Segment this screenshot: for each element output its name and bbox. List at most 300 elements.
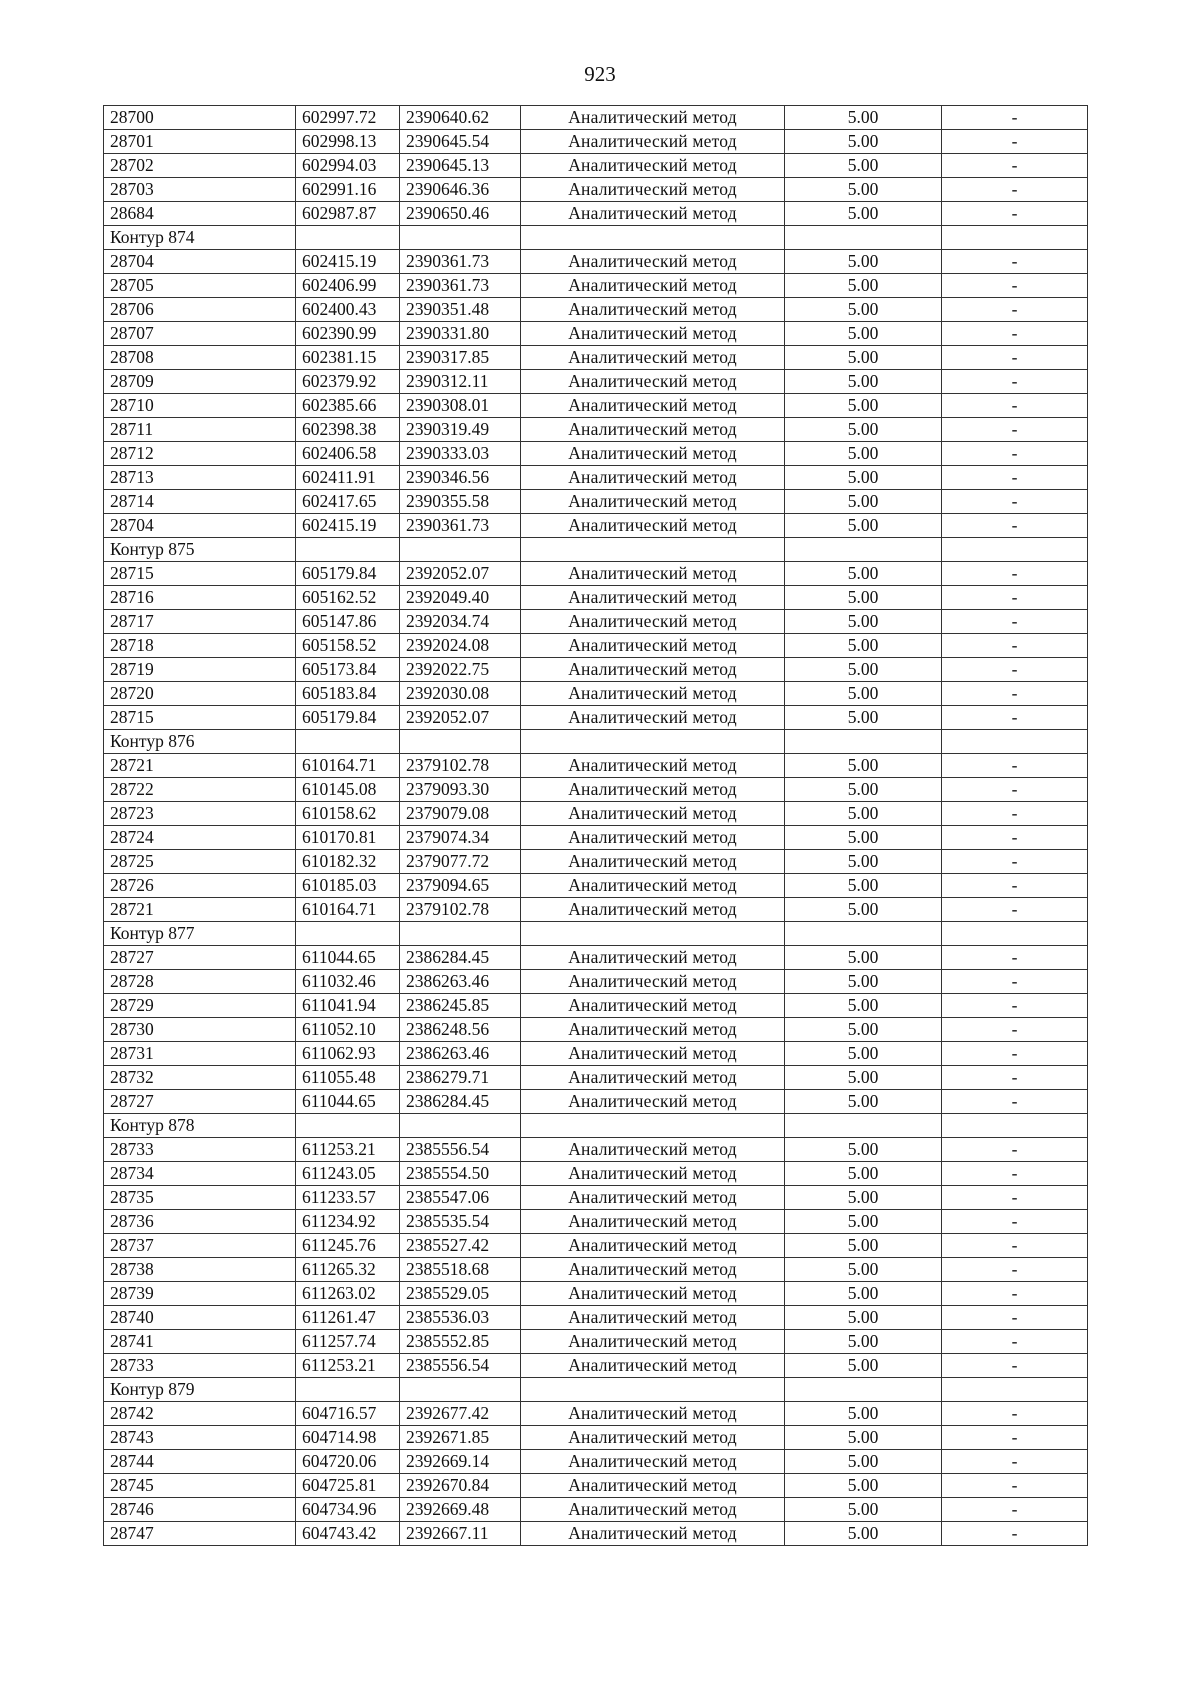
coordinate-x: 611263.02: [296, 1282, 400, 1306]
accuracy-cell: 5.00: [785, 826, 942, 850]
method-cell: Аналитический метод: [521, 634, 785, 658]
dash-cell: -: [942, 562, 1088, 586]
table-row: [104, 370, 1088, 394]
empty-cell: [942, 730, 1088, 754]
method-cell: Аналитический метод: [521, 826, 785, 850]
accuracy-cell: 5.00: [785, 898, 942, 922]
point-id: 28713: [104, 466, 296, 490]
method-cell: Аналитический метод: [521, 850, 785, 874]
point-id: 28719: [104, 658, 296, 682]
dash-cell: -: [942, 658, 1088, 682]
method-cell: Аналитический метод: [521, 1474, 785, 1498]
method-cell: Аналитический метод: [521, 1066, 785, 1090]
coordinate-y: 2385547.06: [400, 1186, 521, 1210]
coordinate-x: 610185.03: [296, 874, 400, 898]
method-cell: Аналитический метод: [521, 1402, 785, 1426]
coordinate-x: 602398.38: [296, 418, 400, 442]
table-row: [104, 1162, 1088, 1186]
point-id: 28723: [104, 802, 296, 826]
empty-cell: [785, 730, 942, 754]
contour-label: Контур 877: [104, 922, 296, 946]
coordinate-y: 2392669.14: [400, 1450, 521, 1474]
dash-cell: -: [942, 178, 1088, 202]
coordinate-y: 2386245.85: [400, 994, 521, 1018]
accuracy-cell: 5.00: [785, 1018, 942, 1042]
point-id: 28740: [104, 1306, 296, 1330]
point-id: 28741: [104, 1330, 296, 1354]
accuracy-cell: 5.00: [785, 130, 942, 154]
point-id: 28718: [104, 634, 296, 658]
accuracy-cell: 5.00: [785, 1258, 942, 1282]
point-id: 28725: [104, 850, 296, 874]
empty-cell: [400, 1114, 521, 1138]
table-row: [104, 130, 1088, 154]
table-row: [104, 1402, 1088, 1426]
method-cell: Аналитический метод: [521, 1162, 785, 1186]
table-row: [104, 178, 1088, 202]
table-row: [104, 1426, 1088, 1450]
accuracy-cell: 5.00: [785, 514, 942, 538]
table-row: [104, 346, 1088, 370]
coordinate-x: 605179.84: [296, 706, 400, 730]
method-cell: Аналитический метод: [521, 994, 785, 1018]
method-cell: Аналитический метод: [521, 970, 785, 994]
contour-header-row: [104, 730, 1088, 754]
table-row: [104, 418, 1088, 442]
point-id: 28743: [104, 1426, 296, 1450]
table-row: [104, 394, 1088, 418]
dash-cell: -: [942, 610, 1088, 634]
method-cell: Аналитический метод: [521, 1354, 785, 1378]
coordinate-y: 2379093.30: [400, 778, 521, 802]
accuracy-cell: 5.00: [785, 682, 942, 706]
point-id: 28711: [104, 418, 296, 442]
point-id: 28724: [104, 826, 296, 850]
table-row: [104, 154, 1088, 178]
point-id: 28742: [104, 1402, 296, 1426]
point-id: 28746: [104, 1498, 296, 1522]
table-row: [104, 1354, 1088, 1378]
coordinate-x: 604720.06: [296, 1450, 400, 1474]
method-cell: Аналитический метод: [521, 802, 785, 826]
coordinate-x: 610158.62: [296, 802, 400, 826]
table-row: [104, 1474, 1088, 1498]
coordinate-x: 605173.84: [296, 658, 400, 682]
accuracy-cell: 5.00: [785, 178, 942, 202]
table-row: [104, 682, 1088, 706]
dash-cell: -: [942, 1330, 1088, 1354]
coordinate-y: 2390361.73: [400, 250, 521, 274]
table-row: [104, 1066, 1088, 1090]
coordinate-x: 602385.66: [296, 394, 400, 418]
accuracy-cell: 5.00: [785, 1138, 942, 1162]
coordinate-y: 2392677.42: [400, 1402, 521, 1426]
coordinate-x: 602379.92: [296, 370, 400, 394]
dash-cell: -: [942, 322, 1088, 346]
method-cell: Аналитический метод: [521, 682, 785, 706]
dash-cell: -: [942, 898, 1088, 922]
dash-cell: -: [942, 346, 1088, 370]
table-row: [104, 442, 1088, 466]
coordinate-x: 611062.93: [296, 1042, 400, 1066]
empty-cell: [785, 1114, 942, 1138]
coordinate-y: 2386284.45: [400, 946, 521, 970]
table-row: [104, 874, 1088, 898]
point-id: 28684: [104, 202, 296, 226]
coordinate-y: 2385527.42: [400, 1234, 521, 1258]
accuracy-cell: 5.00: [785, 274, 942, 298]
table-row: [104, 586, 1088, 610]
table-row: [104, 298, 1088, 322]
dash-cell: -: [942, 586, 1088, 610]
coordinate-y: 2390308.01: [400, 394, 521, 418]
point-id: 28738: [104, 1258, 296, 1282]
coordinate-y: 2385535.54: [400, 1210, 521, 1234]
accuracy-cell: 5.00: [785, 1522, 942, 1546]
coordinate-y: 2379074.34: [400, 826, 521, 850]
accuracy-cell: 5.00: [785, 1186, 942, 1210]
coordinate-x: 602997.72: [296, 106, 400, 130]
empty-cell: [942, 1114, 1088, 1138]
coordinate-y: 2390355.58: [400, 490, 521, 514]
accuracy-cell: 5.00: [785, 442, 942, 466]
accuracy-cell: 5.00: [785, 250, 942, 274]
dash-cell: -: [942, 1234, 1088, 1258]
accuracy-cell: 5.00: [785, 1042, 942, 1066]
coordinate-y: 2385529.05: [400, 1282, 521, 1306]
method-cell: Аналитический метод: [521, 1498, 785, 1522]
coordinate-x: 610164.71: [296, 898, 400, 922]
point-id: 28737: [104, 1234, 296, 1258]
point-id: 28734: [104, 1162, 296, 1186]
contour-label: Контур 875: [104, 538, 296, 562]
method-cell: Аналитический метод: [521, 754, 785, 778]
empty-cell: [942, 922, 1088, 946]
coordinate-y: 2386263.46: [400, 1042, 521, 1066]
dash-cell: -: [942, 1138, 1088, 1162]
point-id: 28729: [104, 994, 296, 1018]
point-id: 28721: [104, 898, 296, 922]
contour-header-row: [104, 538, 1088, 562]
dash-cell: -: [942, 274, 1088, 298]
table-row: [104, 514, 1088, 538]
coordinate-y: 2390646.36: [400, 178, 521, 202]
method-cell: Аналитический метод: [521, 1018, 785, 1042]
accuracy-cell: 5.00: [785, 706, 942, 730]
coordinate-y: 2390333.03: [400, 442, 521, 466]
coordinate-y: 2390640.62: [400, 106, 521, 130]
method-cell: Аналитический метод: [521, 1522, 785, 1546]
point-id: 28715: [104, 562, 296, 586]
accuracy-cell: 5.00: [785, 106, 942, 130]
point-id: 28739: [104, 1282, 296, 1306]
point-id: 28722: [104, 778, 296, 802]
dash-cell: -: [942, 1426, 1088, 1450]
table-row: [104, 1042, 1088, 1066]
table-row: [104, 1306, 1088, 1330]
table-row: [104, 1138, 1088, 1162]
accuracy-cell: 5.00: [785, 298, 942, 322]
coordinate-y: 2392052.07: [400, 562, 521, 586]
accuracy-cell: 5.00: [785, 1066, 942, 1090]
contour-label: Контур 879: [104, 1378, 296, 1402]
dash-cell: -: [942, 1354, 1088, 1378]
dash-cell: -: [942, 1042, 1088, 1066]
coordinate-x: 611234.92: [296, 1210, 400, 1234]
method-cell: Аналитический метод: [521, 130, 785, 154]
empty-cell: [400, 1378, 521, 1402]
dash-cell: -: [942, 874, 1088, 898]
table-row: [104, 658, 1088, 682]
coordinate-x: 602411.91: [296, 466, 400, 490]
coordinate-x: 611265.32: [296, 1258, 400, 1282]
empty-cell: [296, 1114, 400, 1138]
dash-cell: -: [942, 778, 1088, 802]
coordinate-y: 2390650.46: [400, 202, 521, 226]
dash-cell: -: [942, 418, 1088, 442]
point-id: 28710: [104, 394, 296, 418]
dash-cell: -: [942, 754, 1088, 778]
dash-cell: -: [942, 1306, 1088, 1330]
point-id: 28731: [104, 1042, 296, 1066]
method-cell: Аналитический метод: [521, 1330, 785, 1354]
accuracy-cell: 5.00: [785, 1426, 942, 1450]
empty-cell: [400, 538, 521, 562]
point-id: 28733: [104, 1138, 296, 1162]
accuracy-cell: 5.00: [785, 370, 942, 394]
coordinate-x: 610145.08: [296, 778, 400, 802]
method-cell: Аналитический метод: [521, 1090, 785, 1114]
method-cell: Аналитический метод: [521, 706, 785, 730]
coordinate-x: 602390.99: [296, 322, 400, 346]
method-cell: Аналитический метод: [521, 1282, 785, 1306]
point-id: 28714: [104, 490, 296, 514]
point-id: 28720: [104, 682, 296, 706]
table-row: [104, 802, 1088, 826]
coordinate-x: 602400.43: [296, 298, 400, 322]
coordinate-y: 2390361.73: [400, 274, 521, 298]
table-row: [104, 562, 1088, 586]
coordinate-x: 611044.65: [296, 1090, 400, 1114]
method-cell: Аналитический метод: [521, 250, 785, 274]
coordinate-y: 2392024.08: [400, 634, 521, 658]
method-cell: Аналитический метод: [521, 466, 785, 490]
dash-cell: -: [942, 466, 1088, 490]
dash-cell: -: [942, 250, 1088, 274]
coordinate-y: 2386263.46: [400, 970, 521, 994]
coordinate-y: 2390331.80: [400, 322, 521, 346]
coordinate-x: 605162.52: [296, 586, 400, 610]
accuracy-cell: 5.00: [785, 394, 942, 418]
point-id: 28745: [104, 1474, 296, 1498]
coordinate-y: 2392667.11: [400, 1522, 521, 1546]
accuracy-cell: 5.00: [785, 586, 942, 610]
dash-cell: -: [942, 1162, 1088, 1186]
dash-cell: -: [942, 1450, 1088, 1474]
point-id: 28704: [104, 250, 296, 274]
empty-cell: [521, 1378, 785, 1402]
coordinate-y: 2379102.78: [400, 754, 521, 778]
coordinate-x: 604716.57: [296, 1402, 400, 1426]
coordinate-y: 2392030.08: [400, 682, 521, 706]
dash-cell: -: [942, 706, 1088, 730]
coordinate-y: 2392049.40: [400, 586, 521, 610]
accuracy-cell: 5.00: [785, 466, 942, 490]
coordinate-x: 611245.76: [296, 1234, 400, 1258]
point-id: 28721: [104, 754, 296, 778]
point-id: 28708: [104, 346, 296, 370]
method-cell: Аналитический метод: [521, 610, 785, 634]
point-id: 28709: [104, 370, 296, 394]
coordinate-x: 602381.15: [296, 346, 400, 370]
coordinate-y: 2385556.54: [400, 1138, 521, 1162]
table-row: [104, 850, 1088, 874]
accuracy-cell: 5.00: [785, 346, 942, 370]
point-id: 28735: [104, 1186, 296, 1210]
accuracy-cell: 5.00: [785, 562, 942, 586]
dash-cell: -: [942, 682, 1088, 706]
point-id: 28733: [104, 1354, 296, 1378]
accuracy-cell: 5.00: [785, 658, 942, 682]
table-row: [104, 1522, 1088, 1546]
table-row: [104, 1330, 1088, 1354]
empty-cell: [785, 922, 942, 946]
coordinate-y: 2390319.49: [400, 418, 521, 442]
dash-cell: -: [942, 106, 1088, 130]
dash-cell: -: [942, 1258, 1088, 1282]
table-row: [104, 754, 1088, 778]
coordinate-x: 604743.42: [296, 1522, 400, 1546]
method-cell: Аналитический метод: [521, 394, 785, 418]
dash-cell: -: [942, 514, 1088, 538]
accuracy-cell: 5.00: [785, 1474, 942, 1498]
coordinate-y: 2390317.85: [400, 346, 521, 370]
point-id: 28701: [104, 130, 296, 154]
coordinate-x: 611253.21: [296, 1354, 400, 1378]
point-id: 28712: [104, 442, 296, 466]
coordinate-y: 2390346.56: [400, 466, 521, 490]
coordinate-y: 2385554.50: [400, 1162, 521, 1186]
method-cell: Аналитический метод: [521, 274, 785, 298]
coordinate-x: 611233.57: [296, 1186, 400, 1210]
coordinate-y: 2392670.84: [400, 1474, 521, 1498]
dash-cell: -: [942, 370, 1088, 394]
table-row: [104, 1210, 1088, 1234]
dash-cell: -: [942, 154, 1088, 178]
method-cell: Аналитический метод: [521, 106, 785, 130]
dash-cell: -: [942, 442, 1088, 466]
coordinate-x: 602991.16: [296, 178, 400, 202]
coordinate-x: 602415.19: [296, 514, 400, 538]
coordinate-x: 602406.58: [296, 442, 400, 466]
table-row: [104, 1450, 1088, 1474]
point-id: 28706: [104, 298, 296, 322]
dash-cell: -: [942, 970, 1088, 994]
method-cell: Аналитический метод: [521, 514, 785, 538]
method-cell: Аналитический метод: [521, 1306, 785, 1330]
coordinate-x: 611243.05: [296, 1162, 400, 1186]
coordinate-x: 602998.13: [296, 130, 400, 154]
method-cell: Аналитический метод: [521, 658, 785, 682]
coordinate-x: 605147.86: [296, 610, 400, 634]
accuracy-cell: 5.00: [785, 994, 942, 1018]
method-cell: Аналитический метод: [521, 586, 785, 610]
table-row: [104, 898, 1088, 922]
empty-cell: [521, 226, 785, 250]
coordinate-x: 611253.21: [296, 1138, 400, 1162]
point-id: 28730: [104, 1018, 296, 1042]
method-cell: Аналитический метод: [521, 874, 785, 898]
accuracy-cell: 5.00: [785, 322, 942, 346]
table-row: [104, 826, 1088, 850]
table-row: [104, 1258, 1088, 1282]
coordinate-x: 604714.98: [296, 1426, 400, 1450]
accuracy-cell: 5.00: [785, 754, 942, 778]
coordinate-y: 2392022.75: [400, 658, 521, 682]
coordinate-x: 605183.84: [296, 682, 400, 706]
coordinates-table-body: [104, 106, 1088, 1546]
method-cell: Аналитический метод: [521, 1138, 785, 1162]
point-id: 28732: [104, 1066, 296, 1090]
contour-label: Контур 874: [104, 226, 296, 250]
coordinate-y: 2386279.71: [400, 1066, 521, 1090]
accuracy-cell: 5.00: [785, 1354, 942, 1378]
method-cell: Аналитический метод: [521, 370, 785, 394]
dash-cell: -: [942, 1186, 1088, 1210]
point-id: 28715: [104, 706, 296, 730]
accuracy-cell: 5.00: [785, 946, 942, 970]
table-row: [104, 202, 1088, 226]
dash-cell: -: [942, 1282, 1088, 1306]
coordinate-y: 2379094.65: [400, 874, 521, 898]
coordinate-x: 604725.81: [296, 1474, 400, 1498]
empty-cell: [400, 922, 521, 946]
coordinate-y: 2392669.48: [400, 1498, 521, 1522]
point-id: 28728: [104, 970, 296, 994]
coordinate-y: 2390645.54: [400, 130, 521, 154]
coordinate-x: 605158.52: [296, 634, 400, 658]
coordinate-x: 605179.84: [296, 562, 400, 586]
method-cell: Аналитический метод: [521, 490, 785, 514]
accuracy-cell: 5.00: [785, 1162, 942, 1186]
accuracy-cell: 5.00: [785, 1210, 942, 1234]
accuracy-cell: 5.00: [785, 1450, 942, 1474]
table-row: [104, 106, 1088, 130]
point-id: 28705: [104, 274, 296, 298]
accuracy-cell: 5.00: [785, 970, 942, 994]
page-number: 923: [584, 62, 616, 86]
method-cell: Аналитический метод: [521, 946, 785, 970]
table-row: [104, 1498, 1088, 1522]
method-cell: Аналитический метод: [521, 322, 785, 346]
accuracy-cell: 5.00: [785, 802, 942, 826]
dash-cell: -: [942, 1018, 1088, 1042]
dash-cell: -: [942, 1402, 1088, 1426]
method-cell: Аналитический метод: [521, 1258, 785, 1282]
point-id: 28707: [104, 322, 296, 346]
table-row: [104, 274, 1088, 298]
accuracy-cell: 5.00: [785, 154, 942, 178]
accuracy-cell: 5.00: [785, 874, 942, 898]
accuracy-cell: 5.00: [785, 850, 942, 874]
table-row: [104, 466, 1088, 490]
dash-cell: -: [942, 1090, 1088, 1114]
coordinate-y: 2385556.54: [400, 1354, 521, 1378]
table-row: [104, 610, 1088, 634]
coordinate-y: 2390351.48: [400, 298, 521, 322]
dash-cell: -: [942, 1066, 1088, 1090]
dash-cell: -: [942, 202, 1088, 226]
